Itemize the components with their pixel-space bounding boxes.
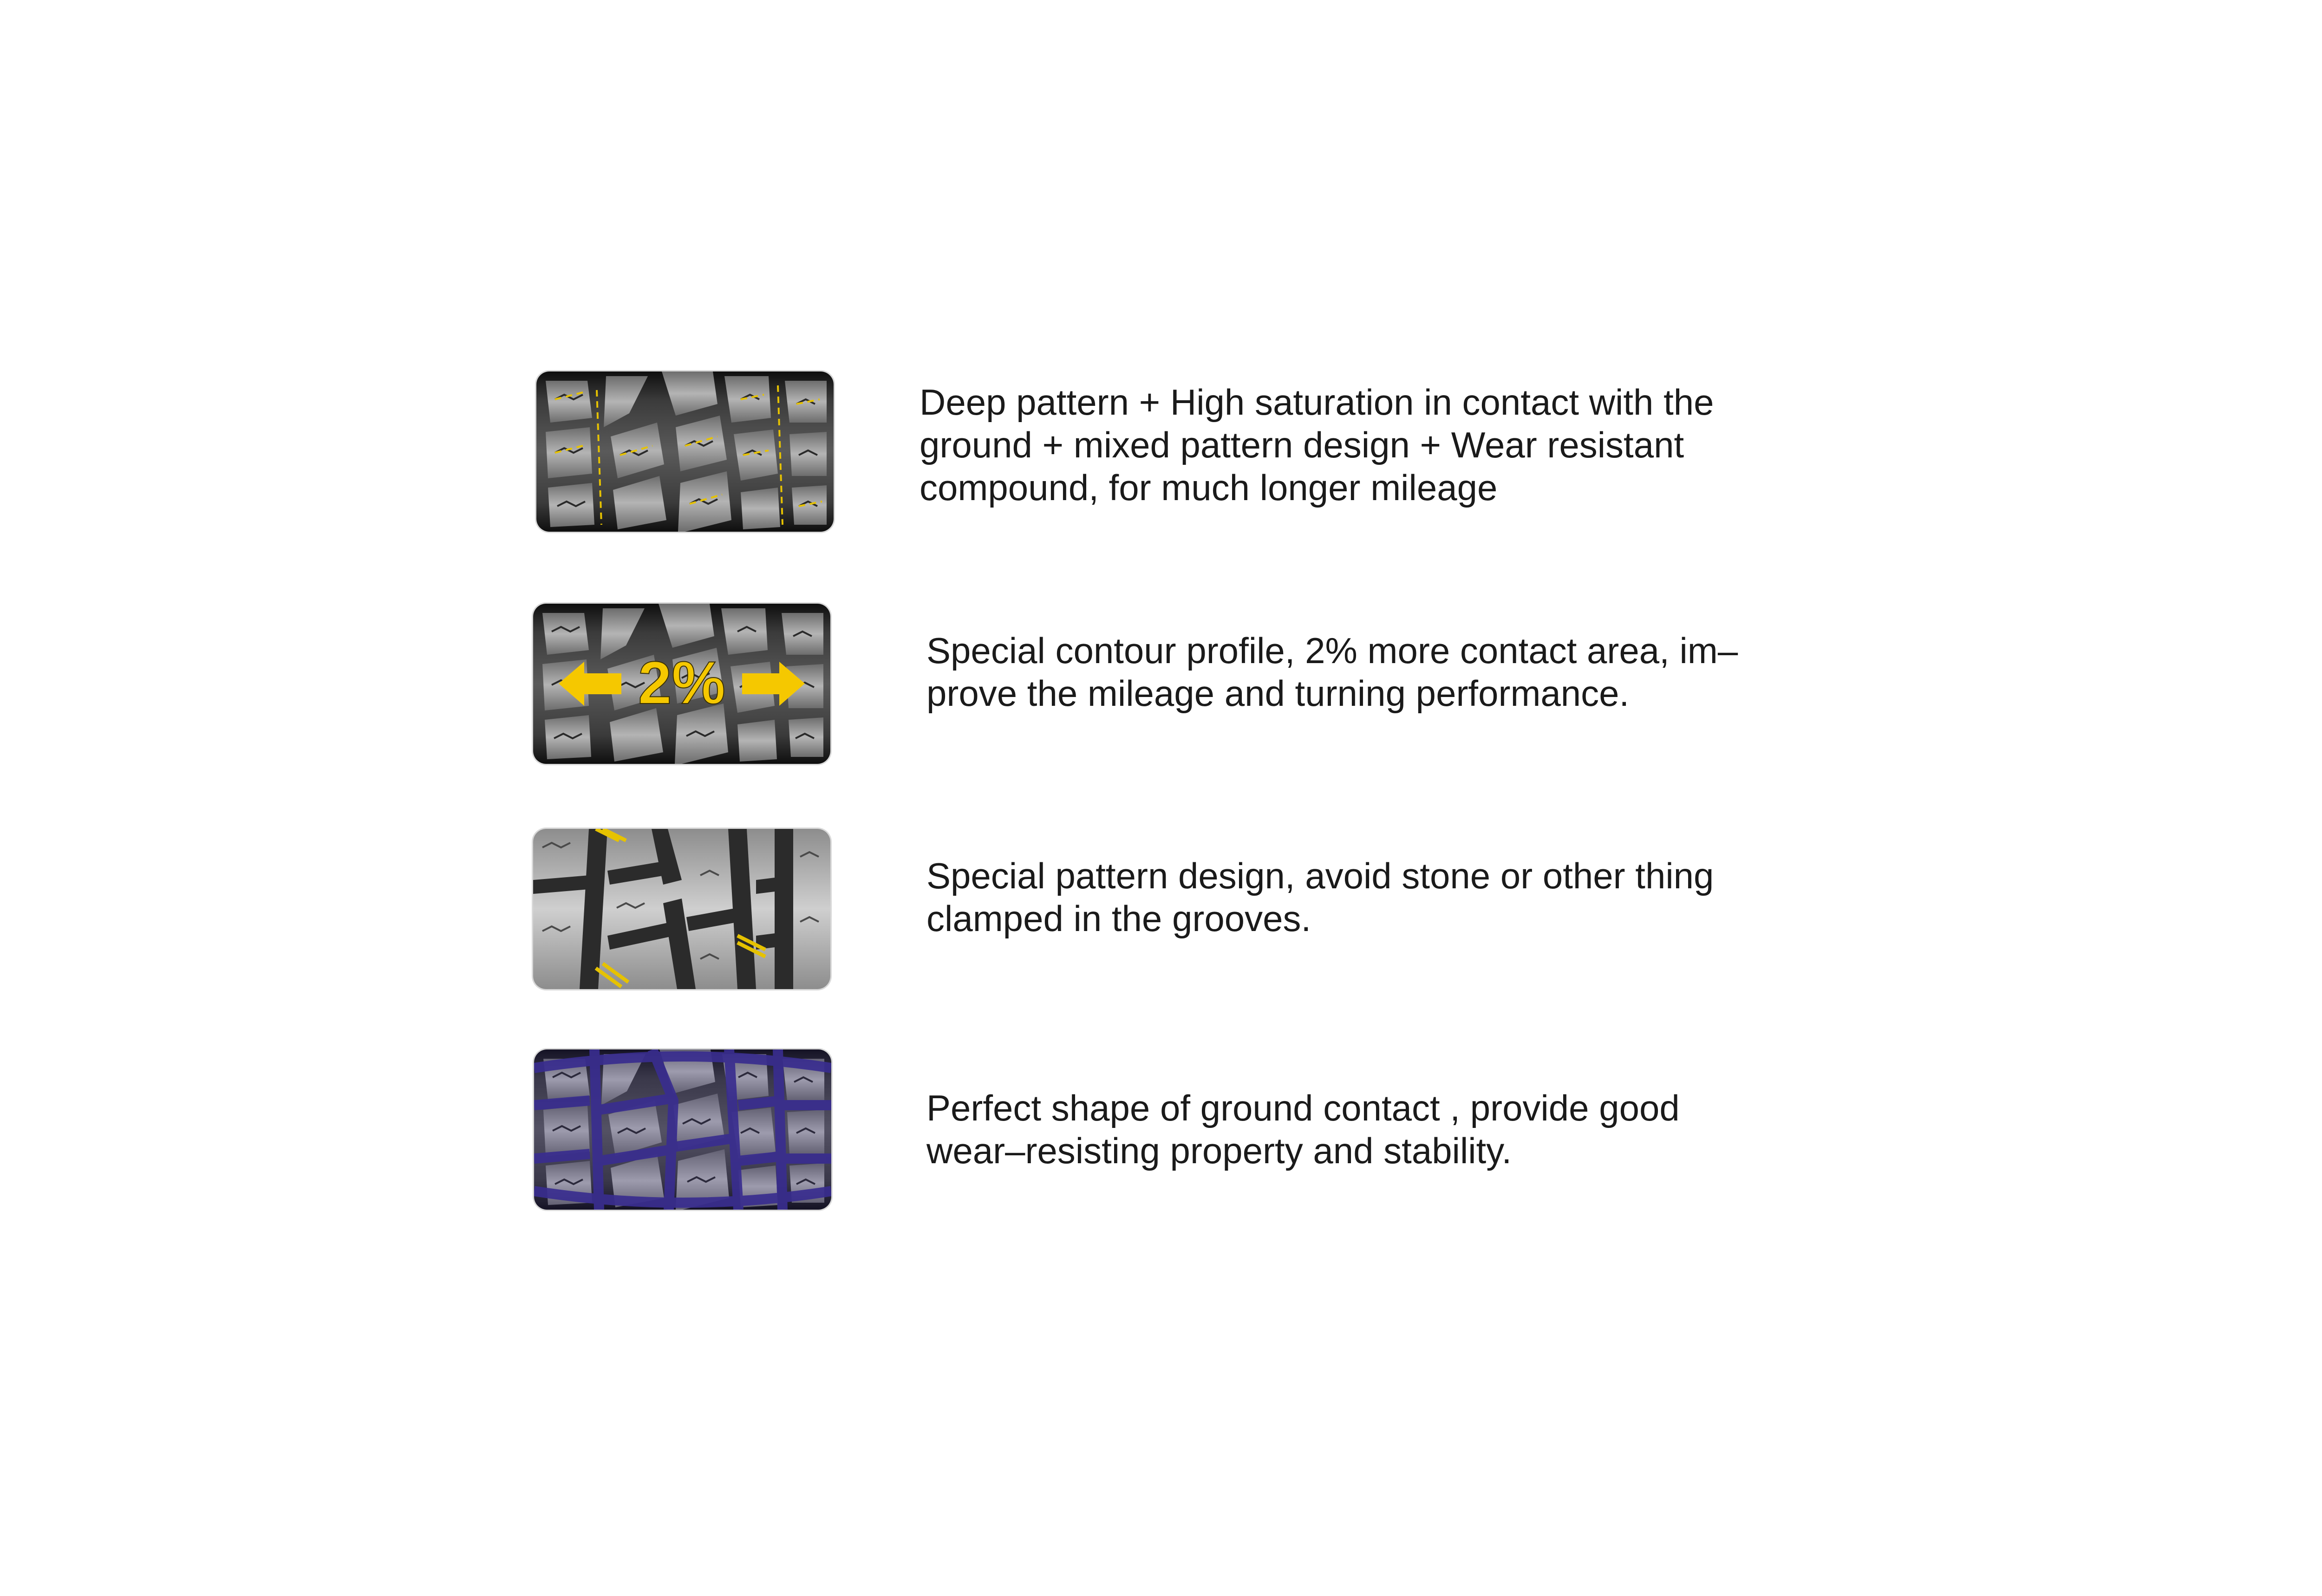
feature-description: Special contour profile, 2% more contact area, im– prove the mileage and turning performance. <box>926 630 1738 714</box>
contact-area-arrows-icon <box>533 604 830 764</box>
feature-row-stone-ejector <box>0 829 2322 996</box>
feature-row-ground-contact <box>0 1049 2322 1217</box>
stone-ejector-pattern-icon <box>533 829 830 989</box>
deep-tread-pattern-icon <box>536 371 834 532</box>
feature-row-deep-pattern <box>0 371 2322 539</box>
feature-description: Special pattern design, avoid stone or other thing clamped in the grooves. <box>926 855 1714 939</box>
ground-contact-shape-icon <box>534 1049 831 1210</box>
percent-badge: 2% <box>638 649 725 717</box>
feature-row-contour-profile <box>0 604 2322 771</box>
feature-description: Deep pattern + High saturation in contact with the ground + mixed pattern design + Wear resistant compound, for much longer mileage <box>920 382 1714 508</box>
feature-description: Perfect shape of ground contact , provide good wear–resisting property and stability. <box>926 1088 1680 1171</box>
